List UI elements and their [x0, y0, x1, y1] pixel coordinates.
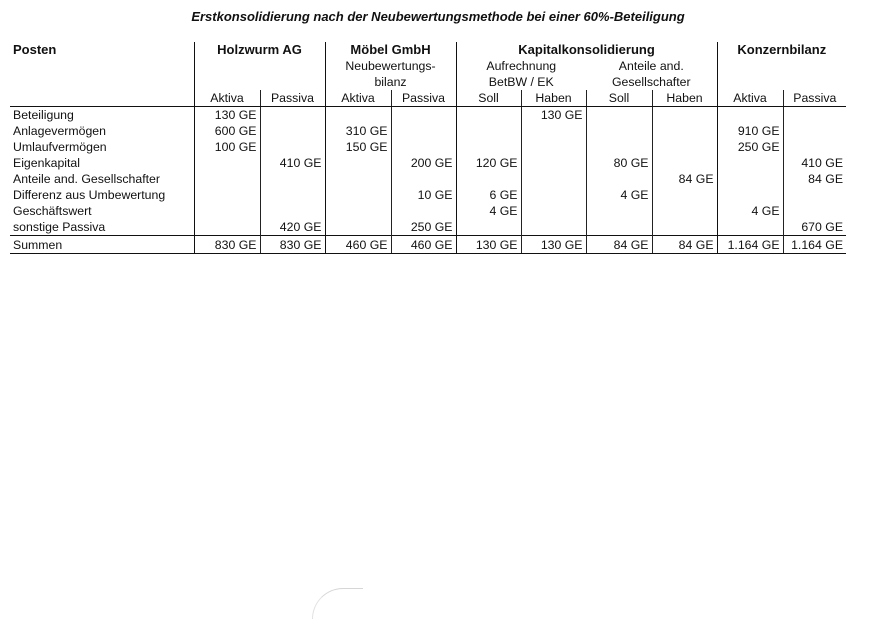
- sum-cell: 1.164 GE: [783, 236, 846, 254]
- table-cell: [260, 187, 325, 203]
- table-cell: 250 GE: [717, 139, 783, 155]
- sum-cell: 84 GE: [586, 236, 652, 254]
- table-cell: 130 GE: [521, 107, 586, 124]
- header-anteile-2: Gesellschafter: [586, 74, 717, 90]
- table-cell: [456, 171, 521, 187]
- row-label: Anteile and. Gesellschafter: [10, 171, 194, 187]
- row-label: Geschäftswert: [10, 203, 194, 219]
- table-row: [10, 203, 846, 219]
- table-cell: [652, 123, 717, 139]
- table-cell: [194, 187, 260, 203]
- sum-cell: 1.164 GE: [717, 236, 783, 254]
- table-cell: [783, 139, 846, 155]
- header-soll: Soll: [456, 90, 521, 107]
- table-cell: [717, 171, 783, 187]
- table-cell: [391, 203, 456, 219]
- header-anteile-1: Anteile and.: [586, 58, 717, 74]
- table-cell: [717, 107, 783, 124]
- table-cell: [652, 203, 717, 219]
- table-cell: 200 GE: [391, 155, 456, 171]
- table-row: [10, 123, 846, 139]
- table-cell: 150 GE: [325, 139, 391, 155]
- table-cell: [325, 107, 391, 124]
- sum-cell: 830 GE: [260, 236, 325, 254]
- table-cell: [456, 219, 521, 236]
- table-cell: [521, 203, 586, 219]
- header-kapitalkonsolidierung: Kapitalkonsolidierung: [456, 42, 717, 58]
- table-cell: [391, 123, 456, 139]
- table-cell: [521, 171, 586, 187]
- table-cell: [260, 139, 325, 155]
- table-cell: [325, 187, 391, 203]
- table-cell: 80 GE: [586, 155, 652, 171]
- table-cell: 310 GE: [325, 123, 391, 139]
- table-cell: [717, 155, 783, 171]
- header-soll: Soll: [586, 90, 652, 107]
- table-cell: 410 GE: [801, 156, 844, 170]
- table-cell: 600 GE: [194, 123, 260, 139]
- table-cell: [521, 123, 586, 139]
- table-cell: [521, 139, 586, 155]
- row-label: Differenz aus Umbewertung: [10, 187, 194, 203]
- table-cell: 84 GE: [808, 172, 844, 186]
- table-cell: [194, 171, 260, 187]
- table-row: [10, 187, 846, 203]
- consolidation-table: [10, 42, 846, 254]
- table-cell: [521, 219, 586, 236]
- sum-cell: 460 GE: [325, 236, 391, 254]
- table-cell: 10 GE: [391, 187, 456, 203]
- header-haben: Haben: [652, 90, 717, 107]
- table-cell: [717, 219, 783, 236]
- header-aktiva: Aktiva: [325, 90, 391, 107]
- document-title: Erstkonsolidierung nach der Neubewertungsmethode bei einer 60%-Beteiligung: [191, 9, 685, 24]
- table-cell: [456, 139, 521, 155]
- row-label: Beteiligung: [10, 107, 194, 124]
- sum-label: Summen: [10, 236, 194, 254]
- header-konzernbilanz: Konzernbilanz: [737, 42, 827, 57]
- sum-row: [10, 236, 846, 254]
- header-aktiva: Aktiva: [194, 90, 260, 107]
- table-cell: [586, 139, 652, 155]
- sum-cell: 460 GE: [391, 236, 456, 254]
- sum-cell: 130 GE: [521, 236, 586, 254]
- table-cell: 6 GE: [456, 187, 521, 203]
- table-cell: [260, 123, 325, 139]
- table-cell: [586, 219, 652, 236]
- table-cell: 130 GE: [194, 107, 260, 124]
- table-cell: 100 GE: [194, 139, 260, 155]
- header-posten: Posten: [10, 42, 194, 58]
- table-cell: [521, 187, 586, 203]
- table-cell: 120 GE: [456, 155, 521, 171]
- table-cell: [194, 155, 260, 171]
- sum-cell: 84 GE: [652, 236, 717, 254]
- table-row: [10, 107, 846, 124]
- table-cell: [783, 187, 846, 203]
- table-cell: 4 GE: [456, 203, 521, 219]
- header-aufrechnung-2: BetBW / EK: [488, 75, 554, 89]
- header-moebel-sub1: Neubewertungs-: [325, 58, 456, 74]
- table-cell: [783, 107, 846, 124]
- table-cell: [586, 203, 652, 219]
- table-cell: [325, 155, 391, 171]
- table-cell: [325, 219, 391, 236]
- table-cell: 4 GE: [717, 203, 783, 219]
- header-aktiva: Aktiva: [717, 90, 783, 107]
- header-aufrechnung-1: Aufrechnung: [486, 59, 557, 73]
- table-cell: [260, 107, 325, 124]
- header-passiva: Passiva: [783, 90, 846, 107]
- table-cell: [586, 107, 652, 124]
- table-cell: [260, 171, 325, 187]
- sum-cell: 830 GE: [194, 236, 260, 254]
- table-cell: 84 GE: [652, 171, 717, 187]
- table-cell: 4 GE: [586, 187, 652, 203]
- table-cell: [391, 107, 456, 124]
- table-cell: [391, 171, 456, 187]
- table-cell: [194, 219, 260, 236]
- table-cell: [260, 203, 325, 219]
- row-label: sonstige Passiva: [10, 219, 194, 236]
- table-cell: [717, 187, 783, 203]
- header-haben: Haben: [521, 90, 586, 107]
- table-cell: [325, 171, 391, 187]
- table-cell: 910 GE: [717, 123, 783, 139]
- table-cell: [586, 171, 652, 187]
- table-cell: [652, 219, 717, 236]
- table-cell: [783, 203, 846, 219]
- header-passiva: Passiva: [391, 90, 456, 107]
- table-cell: [652, 107, 717, 124]
- table-cell: [456, 123, 521, 139]
- table-cell: 670 GE: [801, 220, 844, 234]
- table-cell: [456, 107, 521, 124]
- table-cell: [521, 155, 586, 171]
- scan-smudge: [312, 588, 363, 619]
- table-row: [10, 219, 846, 236]
- table-cell: [391, 139, 456, 155]
- table-cell: [586, 123, 652, 139]
- row-label: Anlagevermögen: [10, 123, 194, 139]
- table-row: [10, 171, 846, 187]
- table-cell: 410 GE: [260, 155, 325, 171]
- header-passiva: Passiva: [260, 90, 325, 107]
- row-label: Eigenkapital: [10, 155, 194, 171]
- table-cell: [783, 123, 846, 139]
- table-cell: [652, 139, 717, 155]
- table-cell: 250 GE: [391, 219, 456, 236]
- table-cell: [652, 187, 717, 203]
- table-cell: [194, 203, 260, 219]
- sum-cell: 130 GE: [456, 236, 521, 254]
- table-row: [10, 139, 846, 155]
- header-holzwurm-ag: Holzwurm AG: [194, 42, 325, 58]
- header-moebel-sub2: bilanz: [325, 74, 456, 90]
- table-cell: 420 GE: [260, 219, 325, 236]
- header-moebel-gmbh: Möbel GmbH: [325, 42, 456, 58]
- table-row: [10, 155, 846, 171]
- row-label: Umlaufvermögen: [10, 139, 194, 155]
- table-cell: [325, 203, 391, 219]
- table-cell: [652, 155, 717, 171]
